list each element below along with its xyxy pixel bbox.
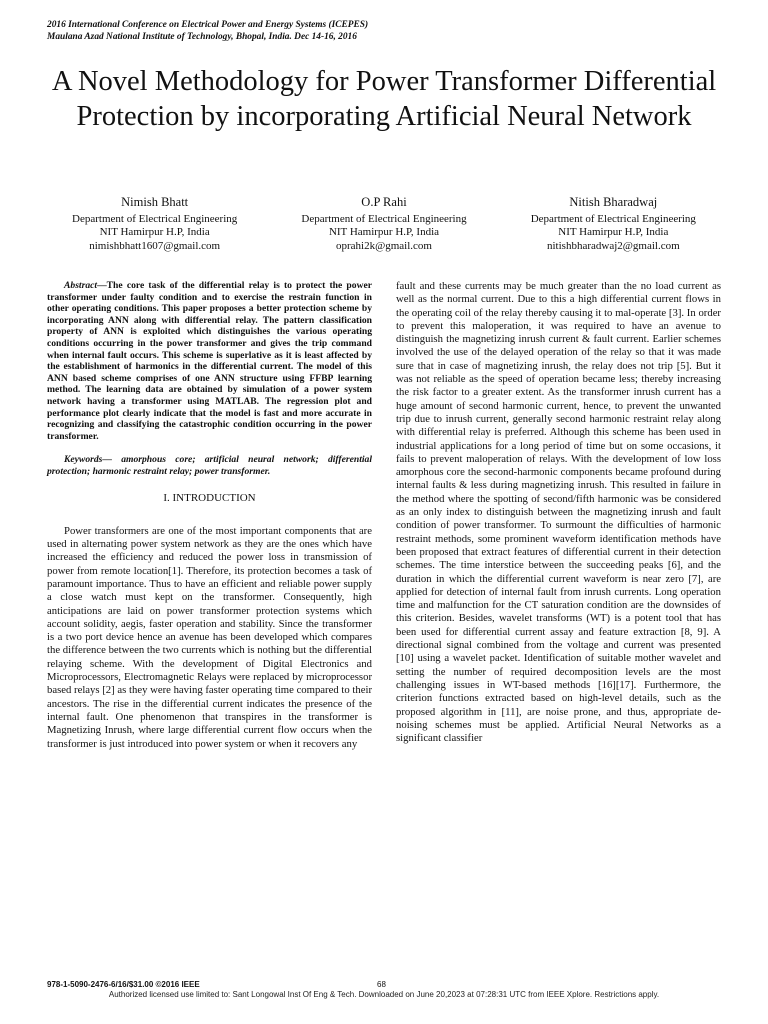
author-department: Department of Electrical Engineering — [72, 212, 238, 225]
author-name: O.P Rahi — [361, 195, 407, 209]
author-email: nitishbharadwaj2@gmail.com — [547, 239, 680, 252]
author-1 — [40, 196, 269, 253]
author-institution: NIT Hamirpur H.P, India — [328, 226, 440, 238]
abstract-label: Abstract — [64, 280, 98, 291]
keywords — [47, 454, 372, 477]
author-institution: NIT Hamirpur H.P, India — [99, 226, 210, 238]
author-email: nimishbhatt1607@gmail.com — [89, 239, 221, 252]
conference-venue: Maulana Azad National Institute of Technology, Bhopal, India. Dec 14-16, 2016 — [47, 32, 357, 42]
intro-paragraph-1: Power transformers are one of the most important components that are used in alternating power system network as they are the ones which have increased the efficiency and reduced the power loss in transmission of power from remote location[1]. Therefore, its protection becomes a task of paramount importance. Thus to have an efficient and reliable power supply a close watch must kept on the transformer. Consequently, high anticipations are laid on power transformer protection systems which account solidity, aegis, faster operation and stability. Since the transformer is a two port device hence an avenue has been developed which compares the difference between the two currents which is nothing but the differential relaying scheme. With the development of Digital Electronics and Microprocessors, Electromagnetic Relays were replaced by microprocessor based relays [2] as they were having faster operating time compared to their ancestors. The rise in the differential current indicates the presence of the internal fault. One phenomenon that transpires in the transformer is Magnetizing Inrush, where large differential current flow occurs when the transformer is just introduced into power system or when it recovers any — [47, 524, 372, 750]
author-name: Nitish Bharadwaj — [569, 195, 658, 209]
paper-title: A Novel Methodology for Power Transformer Differential Protection by incorporating Artificial Neural Network — [51, 66, 717, 132]
abstract — [47, 280, 372, 442]
author-block — [40, 196, 728, 253]
license-notice: Authorized licensed use limited to: Sant Longowal Inst Of Eng & Tech. Downloaded on June 20,2023 at 07:28:31 UTC from IEEE Xplore. Restrictions apply. — [108, 990, 660, 999]
page-number: 68 — [377, 980, 386, 989]
footer-isbn: 978-1-5090-2476-6/16/$31.00 ©2016 IEEE — [47, 980, 200, 989]
conference-name: 2016 International Conference on Electrical Power and Energy Systems (ICEPES) — [47, 20, 369, 30]
right-column — [396, 280, 721, 745]
abstract-text: —The core task of the differential relay is to protect the power transformer under faulty condition and to exercise the restrain function in other operating conditions. This paper proposes a better protection scheme by incorporating ANN along with differential relay. The pattern classification property of ANN is exploited which distinguishes the various operating conditions occurring in the power transformer and gives the trip command when internal fault occurs. This scheme is superlative as it is least affected by the establishment of harmonics in the differential current. The model of this ANN based scheme comprises of one ANN structure using FFBP learning method. The learning data are obtained by simulation of a power system network having a transformer using MATLAB. The regression plot and performance plot clearly indicate that the model is fast and more accurate in recognizing and classifying the catastrophic condition occurring in the power transformer. — [47, 280, 372, 442]
left-column — [47, 280, 372, 751]
conference-header — [47, 19, 368, 43]
author-2 — [269, 196, 498, 253]
author-department: Department of Electrical Engineering — [301, 212, 467, 225]
author-name: Nimish Bhatt — [121, 195, 189, 209]
author-institution: NIT Hamirpur H.P, India — [558, 226, 669, 238]
keywords-label: Keywords— — [64, 454, 112, 466]
author-department: Department of Electrical Engineering — [530, 212, 696, 225]
section-heading: I. INTRODUCTION — [163, 491, 256, 504]
author-3 — [499, 196, 728, 253]
author-email: oprahi2k@gmail.com — [336, 239, 432, 252]
keywords-text: amorphous core; artificial neural network; differential protection; harmonic restraint relay; power transformer. — [47, 454, 372, 477]
intro-paragraph-2: fault and these currents may be much greater than the no load current as well as the normal current. Due to this a high differential current flows in the operating coil of the relay thereby causing it to mal-operate [3]. In order to prevent this maloperation, it was required to have an avenue to distinguish the magnetizing inrush current & fault current. Earlier schemes involved the use of the delayed operation of the relay so that it was made sure that in case of magnetizing inrush, the relay does not trip [5]. But it was not reliable as the speed of operation became less; thereby increasing the risk factor to a greater extent. As the transformer inrush current has a huge amount of second harmonic current, hence, to prevent the unwanted trip due to inrush current, generally second harmonic restraint relay along with differential relay is preferred. Although this scheme has been used in industrial applications for a long period of time but on some occasions, it fails to prevent maloperation of relays. With the development of low loss amorphous core the second-harmonic components became profound during internal faults & less during magnetizing inrush. This resulted in failure in the method where the spotting of second/fifth harmonic was be considered as an only index to distinguish between the magnetizing inrush and fault condition of power transformer. To surmount the difficulties of harmonic restraint methods, some prominent waveform identification methods have been proposed that extract features of differential current in their detection schemes. The time interstice between the succeeding peaks [6], and the duration in which the differential current waveform is near zero [7], are applied for detection of internal fault from inrush currents. Long operation time and malfunction for the CT saturation condition are the downsides of this criterion. Besides, wavelet transforms (WT) is a potent tool that has been used for differential current assay and feature extraction [8, 9]. A directional signal combined from the voltage and current was presented [10] using a wavelet packet. Identification of suitable mother wavelet and setting the number of required decomposition levels are the most challenging issues in WT-based methods [16][17]. Furthermore, the criterion functions extracted based on high-level details, such as the proposed algorithm in [11], are noise prone, and thus, appropriate de-noising schemes must be applied. Artificial Neural Networks as a significant classifier — [396, 280, 721, 745]
